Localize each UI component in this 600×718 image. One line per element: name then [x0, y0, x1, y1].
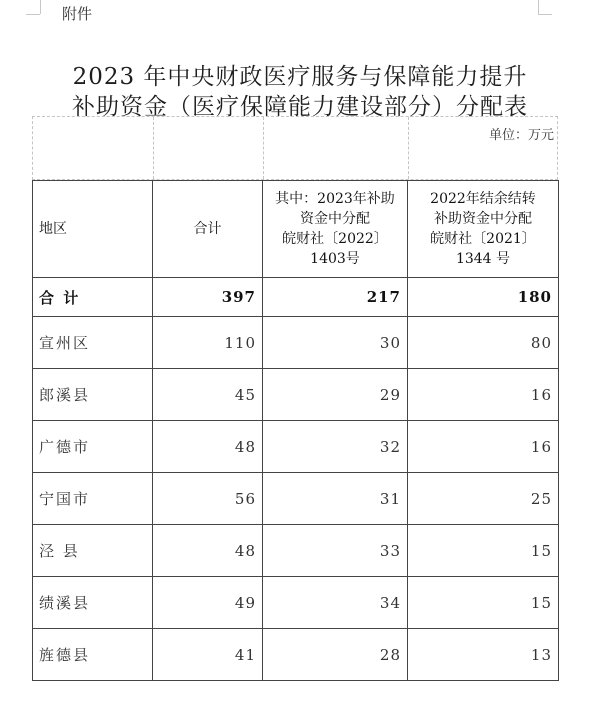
- cell-alloc-2023: 31: [263, 473, 408, 525]
- cell-alloc-2023: 32: [263, 421, 408, 473]
- cell-region: 郎溪县: [33, 369, 153, 421]
- header-line: 补助资金中分配: [434, 211, 532, 227]
- summary-total: 397: [153, 278, 263, 317]
- cell-carryover-2022: 16: [408, 369, 559, 421]
- page-corner-mark: [26, 14, 40, 15]
- cell-alloc-2023: 28: [263, 629, 408, 681]
- cell-total: 48: [153, 525, 263, 577]
- grid-divider: [153, 117, 154, 179]
- header-carryover-2022: [408, 181, 559, 278]
- table-row: [33, 473, 559, 525]
- cell-total: 48: [153, 421, 263, 473]
- attachment-label: 附件: [62, 5, 93, 23]
- table-row: [33, 317, 559, 369]
- page-corner-mark: [40, 0, 41, 14]
- page-title-line-2: 补助资金（医疗保障能力建设部分）分配表: [72, 94, 528, 120]
- header-line: 其中：2023年补助: [275, 191, 395, 207]
- unit-label: 单位：万元: [488, 128, 554, 143]
- cell-region: 广德市: [33, 421, 153, 473]
- allocation-table: [32, 180, 559, 681]
- page-corner-mark: [538, 14, 552, 15]
- cell-region: 泾 县: [33, 525, 153, 577]
- summary-carryover-2022: 180: [408, 278, 559, 317]
- cell-carryover-2022: 80: [408, 317, 559, 369]
- cell-region: 绩溪县: [33, 577, 153, 629]
- header-line: 皖财社〔2021〕: [430, 231, 536, 247]
- cell-region: 旌德县: [33, 629, 153, 681]
- header-line: 资金中分配: [300, 211, 370, 227]
- summary-row: [33, 278, 559, 317]
- cell-carryover-2022: 15: [408, 577, 559, 629]
- header-alloc-2023: [263, 181, 408, 278]
- table-row: [33, 629, 559, 681]
- summary-alloc-2023: 217: [263, 278, 408, 317]
- cell-alloc-2023: 34: [263, 577, 408, 629]
- header-total: 合计: [153, 181, 263, 278]
- table-row: [33, 369, 559, 421]
- header-line: 皖财社〔2022〕: [282, 231, 388, 247]
- table-row: [33, 525, 559, 577]
- cell-carryover-2022: 16: [408, 421, 559, 473]
- cell-carryover-2022: 13: [408, 629, 559, 681]
- empty-grid-area: [32, 116, 558, 180]
- cell-total: 49: [153, 577, 263, 629]
- table-row: [33, 421, 559, 473]
- table-header-row: [33, 181, 559, 278]
- cell-region: 宣州区: [33, 317, 153, 369]
- cell-alloc-2023: 33: [263, 525, 408, 577]
- cell-carryover-2022: 25: [408, 473, 559, 525]
- grid-divider: [263, 117, 264, 179]
- cell-total: 45: [153, 369, 263, 421]
- page-title-line-1: 2023 年中央财政医疗服务与保障能力提升: [72, 64, 528, 90]
- cell-alloc-2023: 29: [263, 369, 408, 421]
- table-row: [33, 577, 559, 629]
- header-line: 2022年结余结转: [430, 191, 536, 207]
- cell-total: 41: [153, 629, 263, 681]
- grid-divider: [408, 117, 409, 179]
- cell-region: 宁国市: [33, 473, 153, 525]
- cell-alloc-2023: 30: [263, 317, 408, 369]
- summary-region: 合 计: [33, 278, 153, 317]
- cell-total: 110: [153, 317, 263, 369]
- cell-total: 56: [153, 473, 263, 525]
- header-line: 1344 号: [455, 251, 511, 267]
- header-region: 地区: [33, 181, 153, 278]
- page-corner-mark: [538, 0, 539, 14]
- cell-carryover-2022: 15: [408, 525, 559, 577]
- header-line: 1403号: [310, 251, 360, 267]
